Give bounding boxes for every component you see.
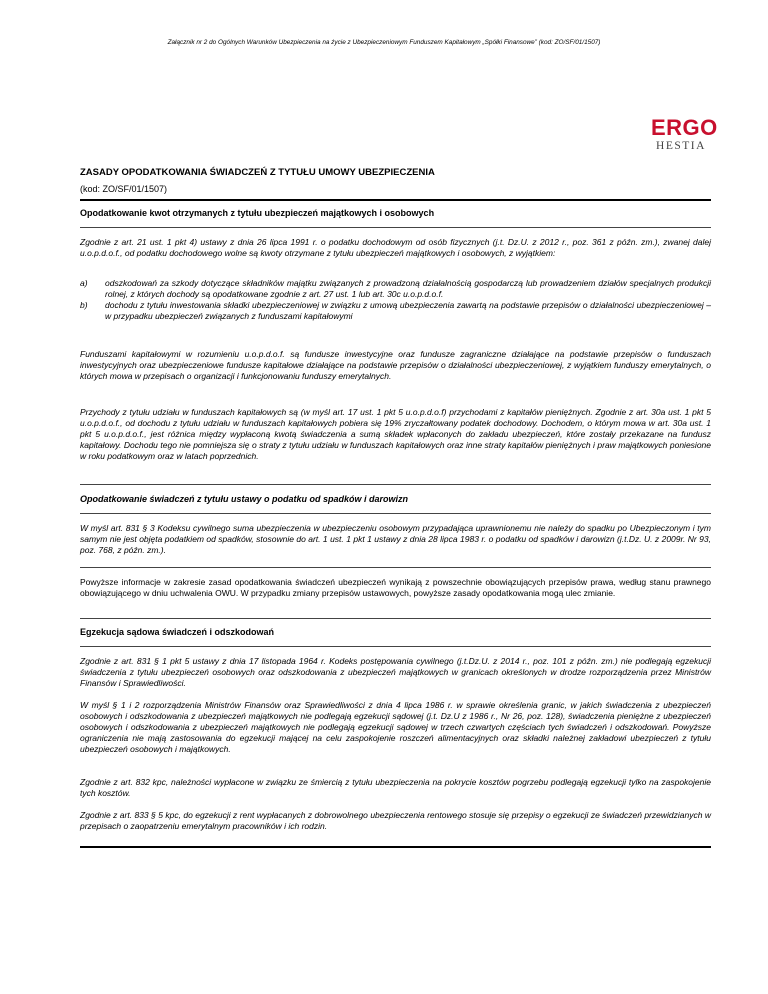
- list-item-text: dochodu z tytułu inwestowania składki ubezpieczeniowej w związku z umową ubezpieczenia zawartą na podstawie przepisów o działalności ubezpieczeniowej – w przypadku ubezpieczeń związanych z funduszami kapitałowymi: [105, 300, 711, 321]
- logo-sub: HESTIA: [656, 140, 706, 152]
- list-item-label: b): [80, 300, 88, 310]
- header-note: Załącznik nr 2 do Ogólnych Warunków Ubezpieczenia na życie z Ubezpieczeniowym Funduszem Kapitałowym „Spółki Finansowe” (kod: ZO/SF/01/1507): [167, 39, 601, 46]
- divider: [80, 618, 711, 619]
- divider: [80, 646, 711, 647]
- section3-p1: Zgodnie z art. 831 § 1 pkt 5 ustawy z dnia 17 listopada 1964 r. Kodeks postępowania cywilnego (j.t.Dz.U. z 2014 r., poz. 101 z późn. zm.) nie podlegają egzekucji świadczenia z tytułu ubezpieczeń osobowych oraz odszkodowania z ubezpieczeń majątkowych w granicach określonych w drodze rozporządzenia przez Ministrów Finansów i Sprawiedliwości.: [80, 656, 711, 688]
- section1-intro: Zgodnie z art. 21 ust. 1 pkt 4) ustawy z dnia 26 lipca 1991 r. o podatku dochodowym od osób fizycznych (j.t. Dz.U. z 2012 r., poz. 361 z późn. zm.), zwanej dalej u.o.p.d.o.f., od podatku dochodowego wolne są kwoty otrzymane z tytułu ubezpieczeń majątkowych i osobowych, z wyjątkiem:: [80, 237, 711, 258]
- divider: [80, 846, 711, 848]
- ergo-hestia-logo: [651, 115, 718, 155]
- section1-title: Opodatkowanie kwot otrzymanych z tytułu ubezpieczeń majątkowych i osobowych: [80, 208, 435, 218]
- document-title: ZASADY OPODATKOWANIA ŚWIADCZEŃ Z TYTUŁU UMOWY UBEZPIECZENIA: [80, 167, 435, 178]
- section1-para2: Funduszami kapitałowymi w rozumieniu u.o.p.d.o.f. są fundusze inwestycyjne oraz fundusze zagraniczne działające na podstawie przepisów o funduszach inwestycyjnych oraz ubezpieczeniowe fundusze kapitałowe działające na podstawie przepisów o działalności ubezpieczeniowej, z wyjątkiem funduszy emerytalnych, o których mowa w przepisach o organizacji i funkcjonowaniu funduszy emerytalnych.: [80, 349, 711, 381]
- divider: [80, 199, 711, 201]
- document-code: (kod: ZO/SF/01/1507): [80, 184, 168, 194]
- section3-p3: Zgodnie z art. 832 kpc, należności wypłacone w związku ze śmiercią z tytułu ubezpieczenia na pokrycie kosztów pogrzebu podlegają egzekucji tylko na zaspokojenie tych kosztów.: [80, 777, 711, 798]
- section2-para: W myśl art. 831 § 3 Kodeksu cywilnego suma ubezpieczenia w ubezpieczeniu osobowym przypadająca uprawnionemu nie należy do spadku po Ubezpieczonym i tym samym nie jest objęta podatkiem od spadków, stosownie do art. 1 ust. 1 pkt 1 ustawy z dnia 28 lipca 1983 r. o podatku od spadków i darowizn (j.t.Dz. U. z 2009r. Nr 93, poz. 768, z późn. zm.).: [80, 523, 711, 555]
- section1-para3: Przychody z tytułu udziału w funduszach kapitałowych są (w myśl art. 17 ust. 1 pkt 5 u.o.p.d.o.f) przychodami z kapitałów pieniężnych. Zgodnie z art. 30a ust. 1 pkt 5 u.o.p.d.o.f., od dochodu z tytułu udziału w funduszach kapitałowych pobiera się 19% zryczałtowany podatek dochodowy. Dochodem, o którym mowa w art. 30a ust. 1 pkt 5 u.o.p.d.o.f., jest różnica między wypłaconą kwotą świadczenia a sumą składek wpłaconych do zakładu ubezpieczeń, które zostały przekazane na fundusz kapitałowy. Dochodu tego nie pomniejsza się o straty z tytułu udziału w funduszach kapitałowych oraz inne straty kapitałów pieniężnych i praw majątkowych poniesione w roku podatkowym oraz w latach poprzednich.: [80, 407, 711, 461]
- section3-title: Egzekucja sądowa świadczeń i odszkodowań: [80, 627, 275, 637]
- exceptions-list: [80, 278, 711, 322]
- section3-p2: W myśl § 1 i 2 rozporządzenia Ministrów Finansów oraz Sprawiedliwości z dnia 4 lipca 1986 r. w sprawie określenia granic, w jakich świadczenia z ubezpieczeń osobowych i odszkodowania z ubezpieczeń majątkowych nie podlegają egzekucji sądowej (j.t. Dz.U z 1986 r., Nr 26, poz. 128), świadczenia pieniężne z ubezpieczeń osobowych i odszkodowania z ubezpieczeń majątkowych nie podlegają egzekucji sądowej w trzech czwartych częściach tych świadczeń i odszkodowań. Powyższe ograniczenia nie mają zastosowania do egzekucji mającej na celu zaspokojenie roszczeń alimentacyjnych oraz składki należnej zakładowi ubezpieczeń z tytułu ubezpieczeń osobowych i majątkowych.: [80, 700, 711, 754]
- divider: [80, 567, 711, 568]
- divider: [80, 227, 711, 228]
- list-item: [80, 300, 711, 322]
- list-item: [80, 278, 711, 300]
- list-item-label: a): [80, 278, 88, 288]
- logo-brand: ERGO: [651, 115, 718, 140]
- list-item-text: odszkodowań za szkody dotyczące składników majątku związanych z prowadzoną działalnością gospodarczą lub prowadzeniem działów specjalnych produkcji rolnej, z których dochody są opodatkowane zgodnie z art. 27 ust. 1 lub art. 30c u.o.p.d.o.f.: [105, 278, 711, 299]
- divider: [80, 484, 711, 485]
- notice-para: Powyższe informacje w zakresie zasad opodatkowania świadczeń ubezpieczeń wynikają z powszechnie obowiązujących przepisów prawa, według stanu prawnego obowiązującego w dniu uchwalenia OWU. W przypadku zmiany przepisów ustawowych, powyższe zasady opodatkowania mogą ulec zmianie.: [80, 577, 711, 598]
- divider: [80, 513, 711, 514]
- section2-title: Opodatkowanie świadczeń z tytułu ustawy o podatku od spadków i darowizn: [80, 494, 409, 504]
- section3-p4: Zgodnie z art. 833 § 5 kpc, do egzekucji z rent wypłacanych z dobrowolnego ubezpieczenia rentowego stosuje się przepisy o egzekucji ze świadczeń przewidzianych w przepisach o zaopatrzeniu emerytalnym pracowników i ich rodzin.: [80, 810, 711, 831]
